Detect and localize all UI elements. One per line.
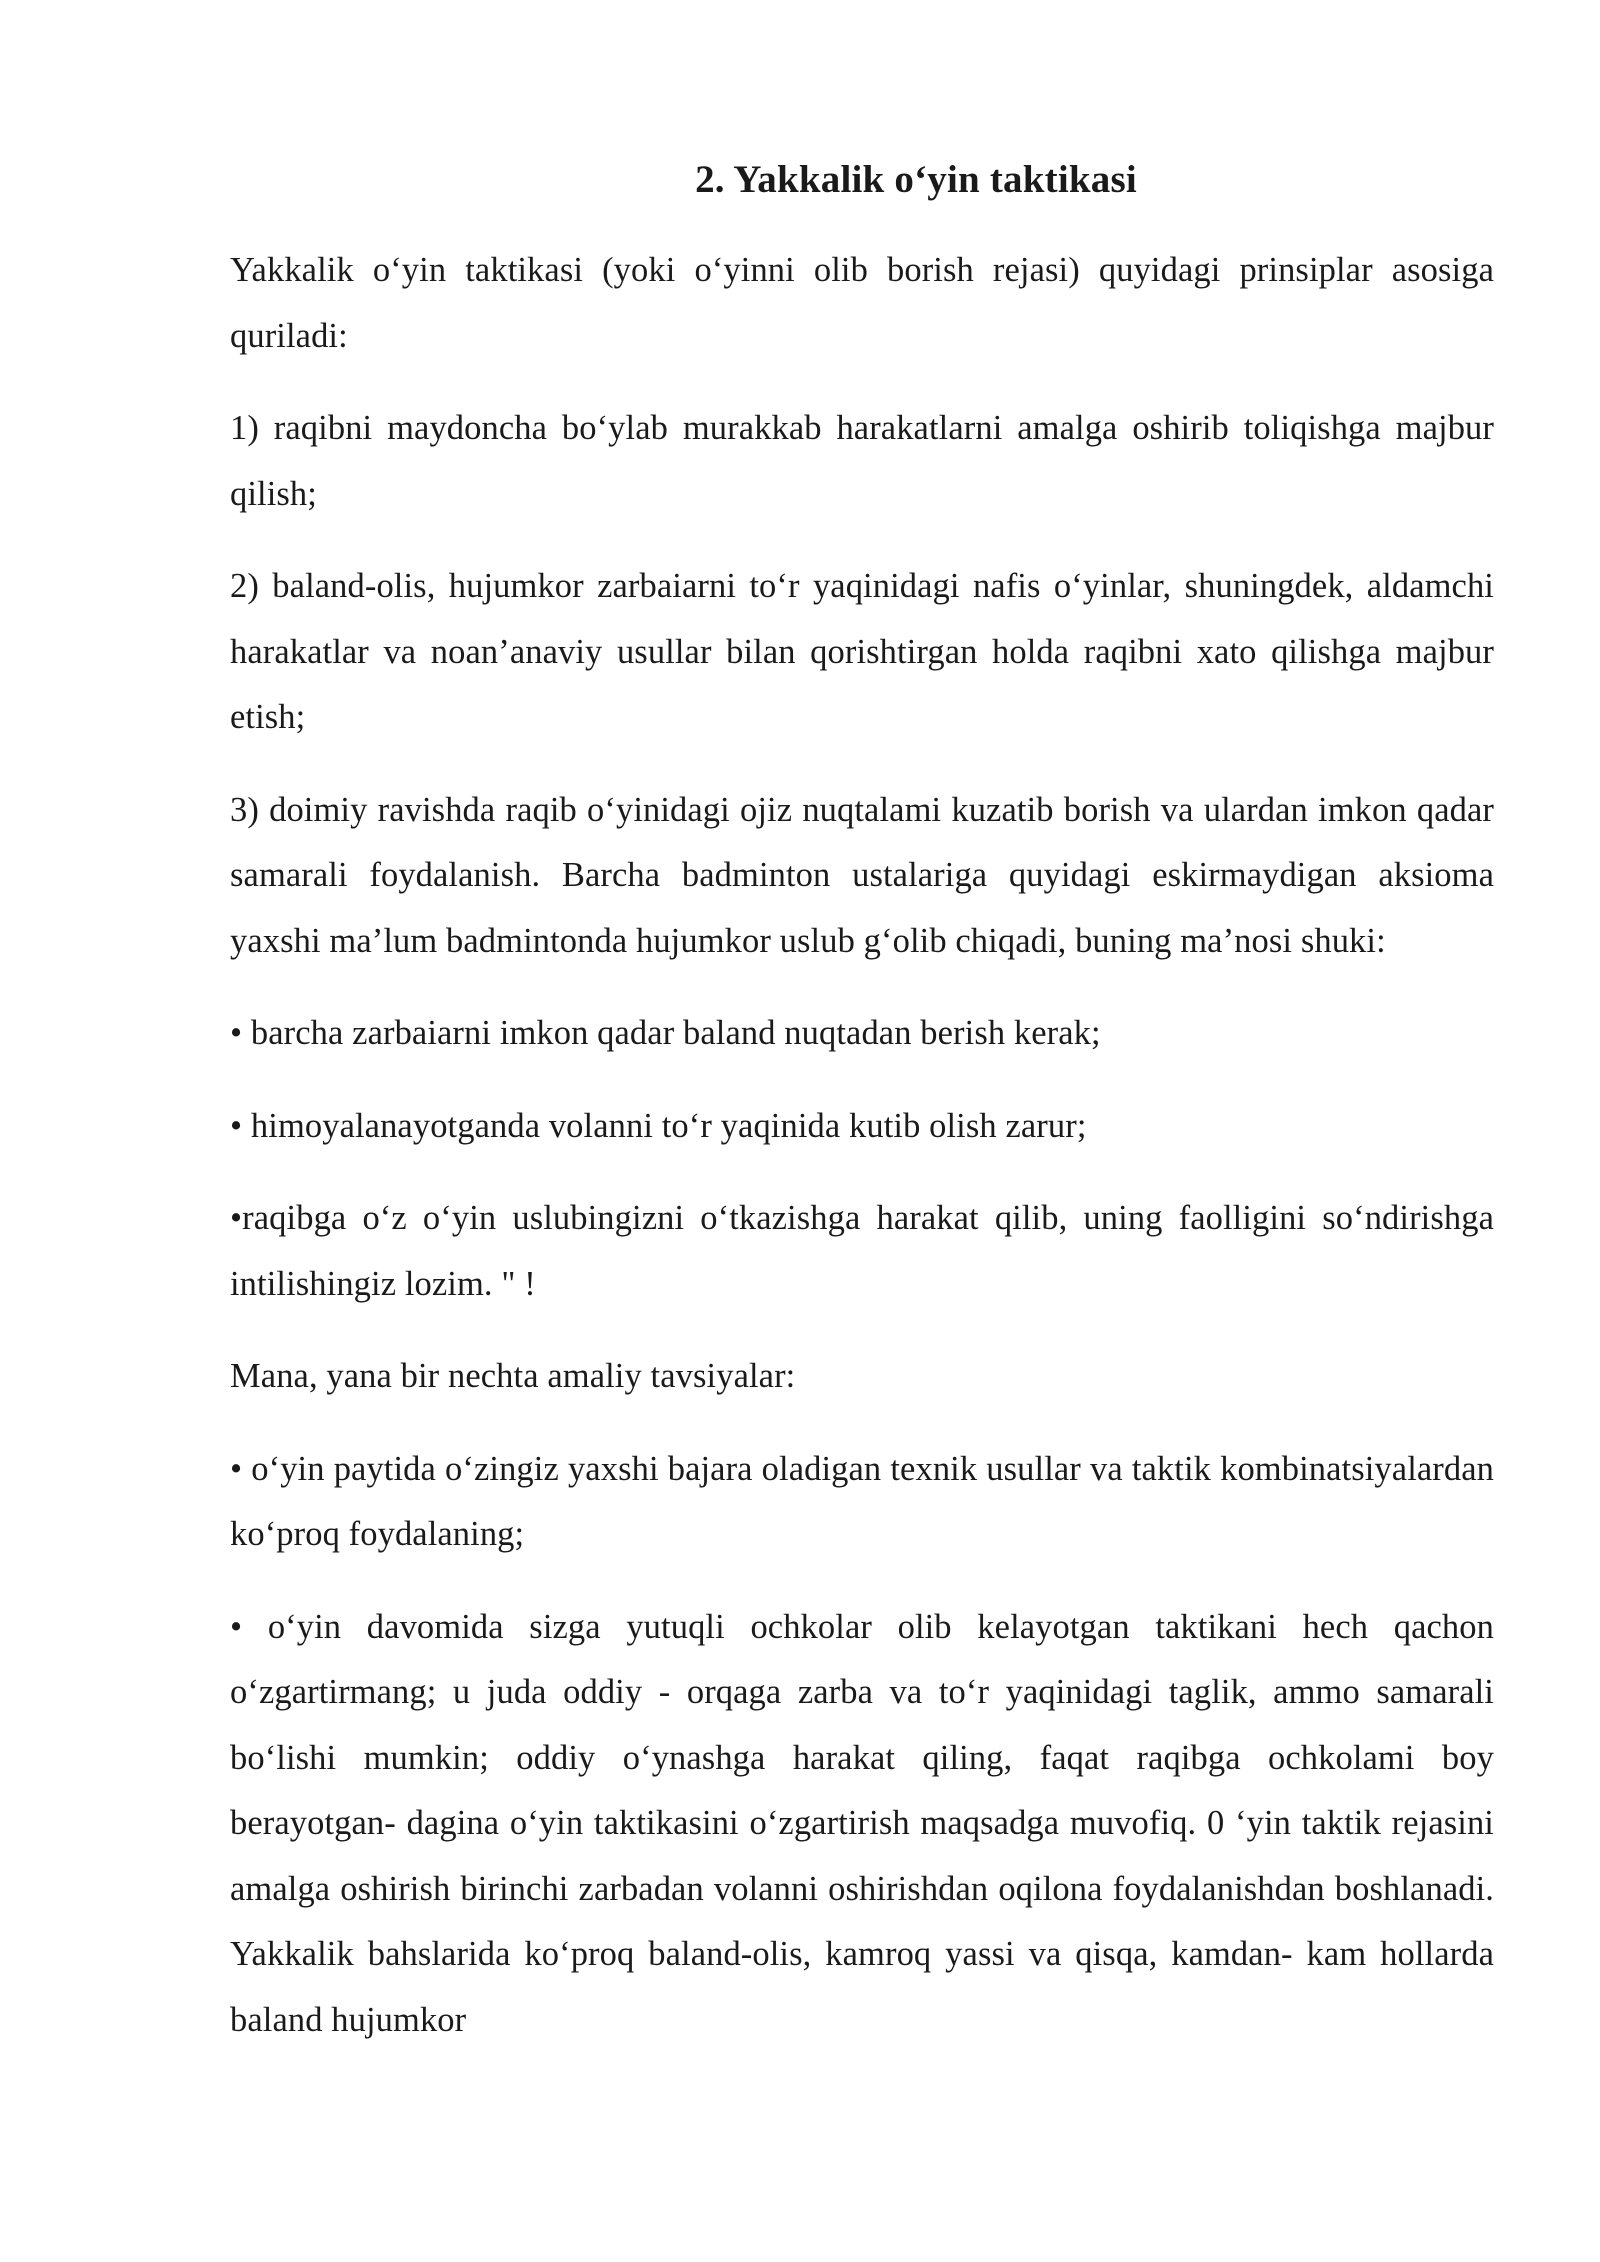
section-title: 2. Yakkalik o‘yin taktikasi [695,158,1137,201]
bullet-item-impose-style: •raqibga o‘z o‘yin uslubingizni o‘tkazishga harakat qilib, uning faolligini so‘ndirishga intilishingiz lozim. " ! [230,1199,1494,1303]
recommendations-heading: Mana, yana bir nechta amaliy tavsiyalar: [230,1357,796,1395]
document-page [230,150,1494,2053]
recommendation-tactics: • o‘yin davomida sizga yutuqli ochkolar olib kelayotgan taktikani hech qachon o‘zgartirmang; u juda oddiy - orqaga zarba va to‘r yaqinidagi taglik, ammo samarali bo‘lishi mumkin; oddiy o‘ynashga harakat qiling, faqat raqibga ochkolami boy berayotgan- dagina o‘yin taktikasini o‘zgartirish maqsadga muvofiq. 0 ‘yin taktik rejasini amalga oshirish birinchi zarbadan volanni oshirishdan oqilona foydalanishdan boshlanadi. Yakkalik bahslarida ko‘proq baland-olis, kamroq yassi va qisqa, kamdan- kam hollarda baland hujumkor [230,1607,1494,2039]
principle-2: 2) baland-olis, hujumkor zarbaiarni to‘r yaqinidagi nafis o‘yinlar, shuningdek, aldamchi harakatlar va noan’anaviy usullar bilan qorishtirgan holda raqibni xato qilishga majbur etish; [230,567,1494,736]
recommendation-techniques: • o‘yin paytida o‘zingiz yaxshi bajara oladigan texnik usullar va taktik kombinatsiyalardan ko‘proq foydalaning; [230,1449,1494,1553]
paragraph-intro: Yakkalik o‘yin taktikasi (yoki o‘yinni olib borish rejasi) quyidagi prinsiplar asosiga quriladi: [230,251,1494,355]
bullet-item-net-defense: • himoyalanayotganda volanni to‘r yaqinida kutib olish zarur; [230,1106,1087,1145]
principle-3: 3) doimiy ravishda raqib o‘yinidagi ojiz nuqtalami kuzatib borish va ulardan imkon qadar samarali foydalanish. Barcha badminton ustalariga quyidagi eskirmaydigan aksioma yaxshi ma’lum badmintonda hujumkor uslub g‘olib chiqadi, buning ma’nosi shuki: [230,790,1494,960]
bullet-item-high-point: • barcha zarbaiarni imkon qadar baland nuqtadan berish kerak; [230,1014,1101,1052]
principle-1: 1) raqibni maydoncha bo‘ylab murakkab harakatlarni amalga oshirib toliqishga majbur qilish; [230,409,1494,513]
